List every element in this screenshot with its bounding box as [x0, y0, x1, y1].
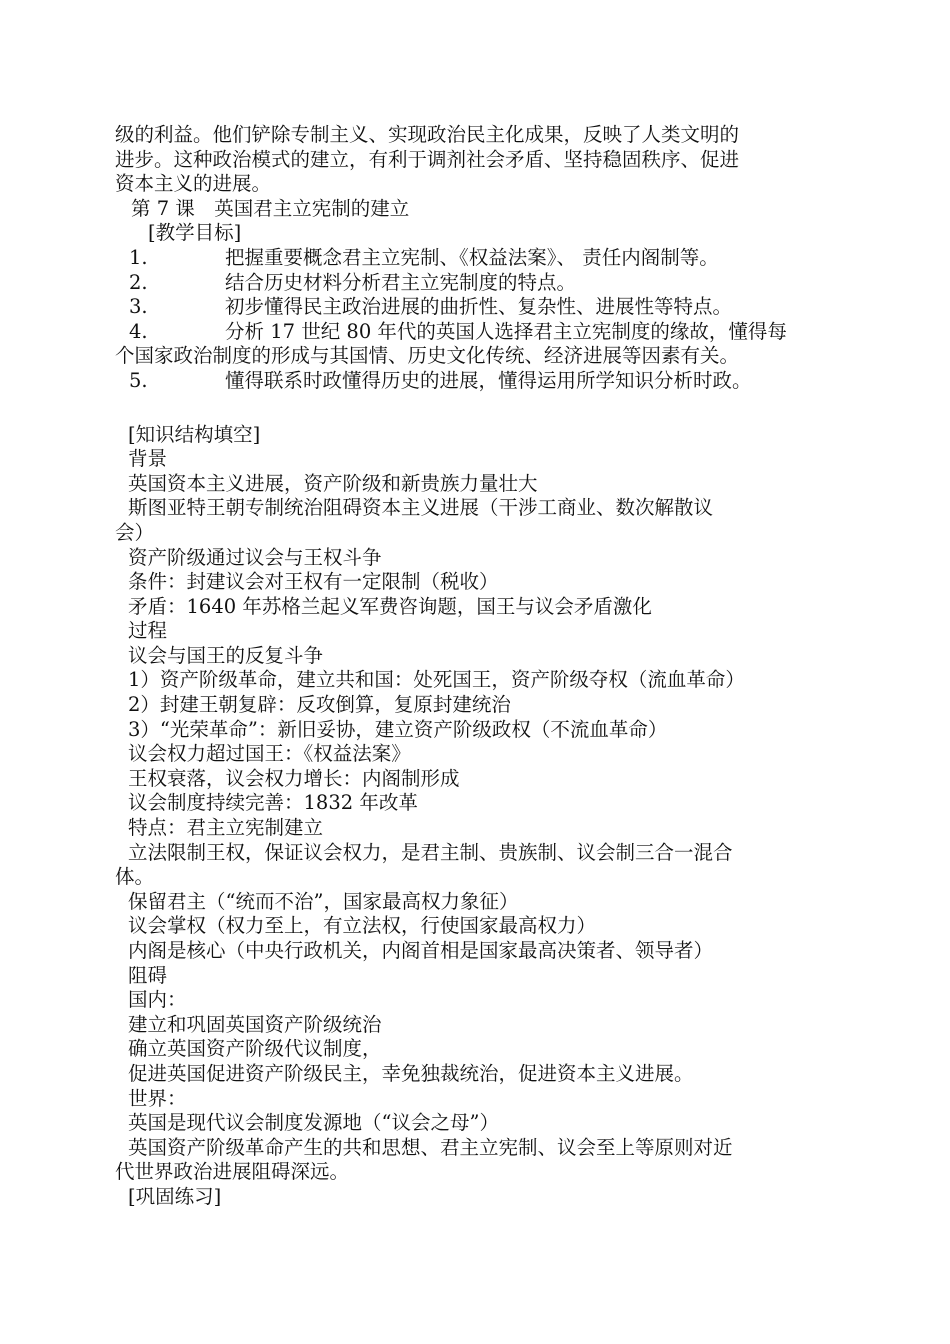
- structure-line: 特点：君主立宪制建立: [128, 816, 324, 840]
- structure-line: 确立英国资产阶级代议制度，: [128, 1037, 382, 1061]
- structure-line: 内阁是核心（中央行政机关，内阁首相是国家最高决策者、领导者）: [128, 939, 714, 962]
- objective-text: 分析 17 世纪 80 年代的英国人选择君主立宪制度的缘故，懂得每: [225, 319, 787, 343]
- objective-text: 结合历史材料分析君主立宪制度的特点。: [225, 270, 577, 294]
- objective-item: [115, 246, 830, 271]
- objective-number: 5.: [129, 368, 148, 392]
- structure-line: 英国资产阶级革命产生的共和思想、君主立宪制、议会至上等原则对近: [128, 1135, 733, 1159]
- structure-line: 条件：封建议会对王权有一定限制（税收）: [128, 570, 499, 594]
- structure-line: 阻碍: [128, 963, 168, 987]
- intro-line: 资本主义的进展。: [115, 172, 272, 196]
- structure-line: 代世界政治进展阻碍深远。: [115, 1160, 350, 1184]
- structure-line: 体。: [115, 865, 155, 889]
- structure-list: [115, 447, 830, 1185]
- intro-line: 级的利益。他们铲除专制主义、实现政治民主化成果，反映了人类文明的: [115, 123, 740, 146]
- structure-line: 背景: [128, 447, 168, 471]
- structure-line: 过程: [128, 619, 168, 643]
- structure-line: 斯图亚特王朝专制统治阻碍资本主义进展（干涉工商业、数次解散议: [128, 496, 714, 520]
- structure-line: 英国是现代议会制度发源地（“议会之母”）: [128, 1111, 499, 1135]
- structure-line: 议会制度持续完善：1832 年改革: [128, 791, 418, 815]
- structure-line: 3）“光荣革命”：新旧妥协，建立资产阶级政权（不流血革命）: [128, 717, 668, 741]
- structure-line: 建立和巩固英国资产阶级统治: [128, 1012, 382, 1036]
- objective-text: 懂得联系时政懂得历史的进展，懂得运用所学知识分析时政。: [225, 368, 752, 392]
- structure-line: 保留君主（“统而不治”，国家最高权力象征）: [128, 889, 519, 913]
- structure-line: 2）封建王朝复辟：反攻倒算，复原封建统治: [128, 693, 511, 717]
- structure-line: 资产阶级通过议会与王权斗争: [128, 545, 382, 569]
- objective-item: [115, 369, 830, 394]
- objectives-heading: [教学目标]: [148, 221, 242, 245]
- document-page: [115, 123, 830, 1210]
- structure-heading: [知识结构填空]: [128, 422, 261, 446]
- structure-line: 促进英国促进资产阶级民主，幸免独裁统治，促进资本主义进展。: [128, 1061, 694, 1085]
- structure-line: 议会权力超过国王：《权益法案》: [128, 742, 411, 766]
- structure-line: 国内：: [128, 988, 187, 1012]
- structure-line: 议会掌权（权力至上，有立法权，行使国家最高权力）: [128, 914, 597, 938]
- objective-number: 1.: [129, 245, 148, 269]
- structure-line: 会）: [115, 520, 155, 544]
- structure-line: 世界：: [128, 1086, 187, 1110]
- objective-continuation: 个国家政治制度的形成与其国情、历史文化传统、经济进展等因素有关。: [115, 344, 740, 368]
- objective-number: 2.: [129, 270, 148, 294]
- intro-paragraph: [115, 123, 830, 197]
- objective-item: [115, 320, 830, 345]
- structure-line: 英国资本主义进展，资产阶级和新贵族力量壮大: [128, 471, 538, 495]
- structure-line: 矛盾：1640 年苏格兰起义军费咨询题，国王与议会矛盾激化: [128, 594, 652, 618]
- objective-text: 把握重要概念君主立宪制、《权益法案》、 责任内阁制等。: [225, 245, 719, 269]
- structure-line: 王权衰落，议会权力增长：内阁制形成: [128, 766, 460, 790]
- practice-heading: [巩固练习]: [128, 1184, 222, 1208]
- objectives-list: [115, 246, 830, 394]
- structure-line: 立法限制王权，保证议会权力，是君主制、贵族制、议会制三合一混合: [128, 840, 733, 864]
- objective-item: [115, 271, 830, 296]
- structure-line: 议会与国王的反复斗争: [128, 643, 324, 667]
- objective-number: 4.: [129, 319, 148, 343]
- objective-item: [115, 295, 830, 320]
- objective-text: 初步懂得民主政治进展的曲折性、复杂性、进展性等特点。: [225, 295, 733, 319]
- spacer: [115, 394, 830, 423]
- objective-number: 3.: [129, 295, 148, 319]
- lesson-title: 第 7 课 英国君主立宪制的建立: [131, 196, 410, 220]
- intro-line: 进步。这种政治模式的建立，有利于调剂社会矛盾、坚持稳固秩序、促进: [115, 147, 740, 171]
- structure-line: 1）资产阶级革命，建立共和国：处死国王，资产阶级夺权（流血革命）: [128, 668, 745, 692]
